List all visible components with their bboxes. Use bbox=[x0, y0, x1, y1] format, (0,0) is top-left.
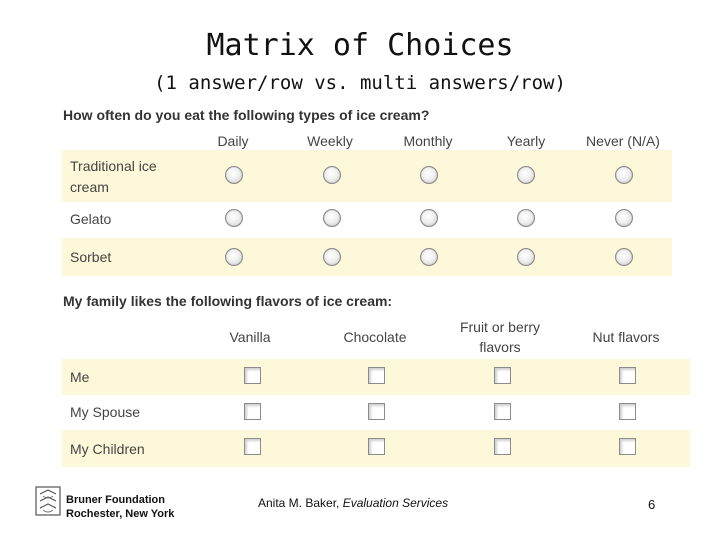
q1-column-daily: Daily bbox=[217, 133, 249, 149]
radio-sorbet-daily[interactable] bbox=[225, 248, 243, 266]
checkbox-me-chocolate[interactable] bbox=[368, 367, 385, 384]
checkbox-me-nut[interactable] bbox=[619, 367, 636, 384]
radio-traditional-monthly[interactable] bbox=[420, 166, 438, 184]
footer-organization bbox=[66, 493, 174, 521]
footer-author bbox=[258, 496, 448, 510]
footer-author-service: Evaluation Services bbox=[342, 496, 449, 510]
radio-gelato-monthly[interactable] bbox=[420, 209, 438, 227]
page-number: 6 bbox=[648, 497, 656, 512]
checkbox-children-vanilla[interactable] bbox=[244, 438, 261, 455]
radio-gelato-daily[interactable] bbox=[225, 209, 243, 227]
q2-column-fruit-line2: flavors bbox=[479, 339, 521, 355]
slide-subtitle: (1 answer/row vs. multi answers/row) bbox=[154, 72, 566, 94]
radio-sorbet-monthly[interactable] bbox=[420, 248, 438, 266]
radio-sorbet-yearly[interactable] bbox=[517, 248, 535, 266]
q2-column-chocolate: Chocolate bbox=[343, 329, 407, 345]
radio-traditional-yearly[interactable] bbox=[517, 166, 535, 184]
checkbox-spouse-nut[interactable] bbox=[619, 403, 636, 420]
radio-gelato-yearly[interactable] bbox=[517, 209, 535, 227]
radio-gelato-weekly[interactable] bbox=[323, 209, 341, 227]
checkbox-me-vanilla[interactable] bbox=[244, 367, 261, 384]
footer-author-name: Anita M. Baker, bbox=[258, 496, 343, 510]
checkbox-me-fruit[interactable] bbox=[494, 367, 511, 384]
q1-row-label-sorbet: Sorbet bbox=[70, 249, 112, 265]
checkbox-spouse-fruit[interactable] bbox=[494, 403, 511, 420]
q2-column-fruit-line1: Fruit or berry bbox=[459, 319, 541, 335]
q1-row-sorbet-bg bbox=[62, 238, 672, 276]
checkbox-spouse-chocolate[interactable] bbox=[368, 403, 385, 420]
q2-row-label-spouse: My Spouse bbox=[70, 404, 141, 420]
radio-traditional-never[interactable] bbox=[615, 166, 633, 184]
footer-org-name: Bruner Foundation bbox=[66, 494, 165, 506]
q1-column-never: Never (N/A) bbox=[586, 133, 660, 149]
checkbox-spouse-vanilla[interactable] bbox=[244, 403, 261, 420]
radio-sorbet-weekly[interactable] bbox=[323, 248, 341, 266]
question-2-text: My family likes the following flavors of ice cream: bbox=[63, 293, 393, 309]
question-1-text: How often do you eat the following types of ice cream? bbox=[63, 107, 430, 123]
slide-title: Matrix of Choices bbox=[206, 28, 514, 63]
radio-traditional-weekly[interactable] bbox=[323, 166, 341, 184]
q1-row-label-traditional-line1: Traditional ice bbox=[70, 158, 157, 174]
checkbox-children-chocolate[interactable] bbox=[368, 438, 385, 455]
q1-row-gelato-bg bbox=[62, 202, 672, 238]
q1-column-yearly: Yearly bbox=[506, 133, 546, 149]
q2-column-vanilla: Vanilla bbox=[229, 329, 271, 345]
q1-column-monthly: Monthly bbox=[403, 133, 453, 149]
bruner-foundation-logo bbox=[35, 486, 61, 516]
q1-column-weekly: Weekly bbox=[307, 133, 353, 149]
q1-row-label-traditional-line2: cream bbox=[70, 179, 109, 195]
q2-column-fruit bbox=[445, 317, 555, 357]
q1-row-label-gelato: Gelato bbox=[70, 211, 112, 227]
checkbox-children-fruit[interactable] bbox=[494, 438, 511, 455]
radio-traditional-daily[interactable] bbox=[225, 166, 243, 184]
radio-sorbet-never[interactable] bbox=[615, 248, 633, 266]
q2-row-label-children: My Children bbox=[70, 441, 145, 457]
q2-row-label-me: Me bbox=[70, 369, 90, 385]
radio-gelato-never[interactable] bbox=[615, 209, 633, 227]
q1-row-label-traditional bbox=[70, 156, 157, 198]
footer-org-location: Rochester, New York bbox=[66, 508, 175, 520]
checkbox-children-nut[interactable] bbox=[619, 438, 636, 455]
q2-column-nut: Nut flavors bbox=[592, 329, 660, 345]
